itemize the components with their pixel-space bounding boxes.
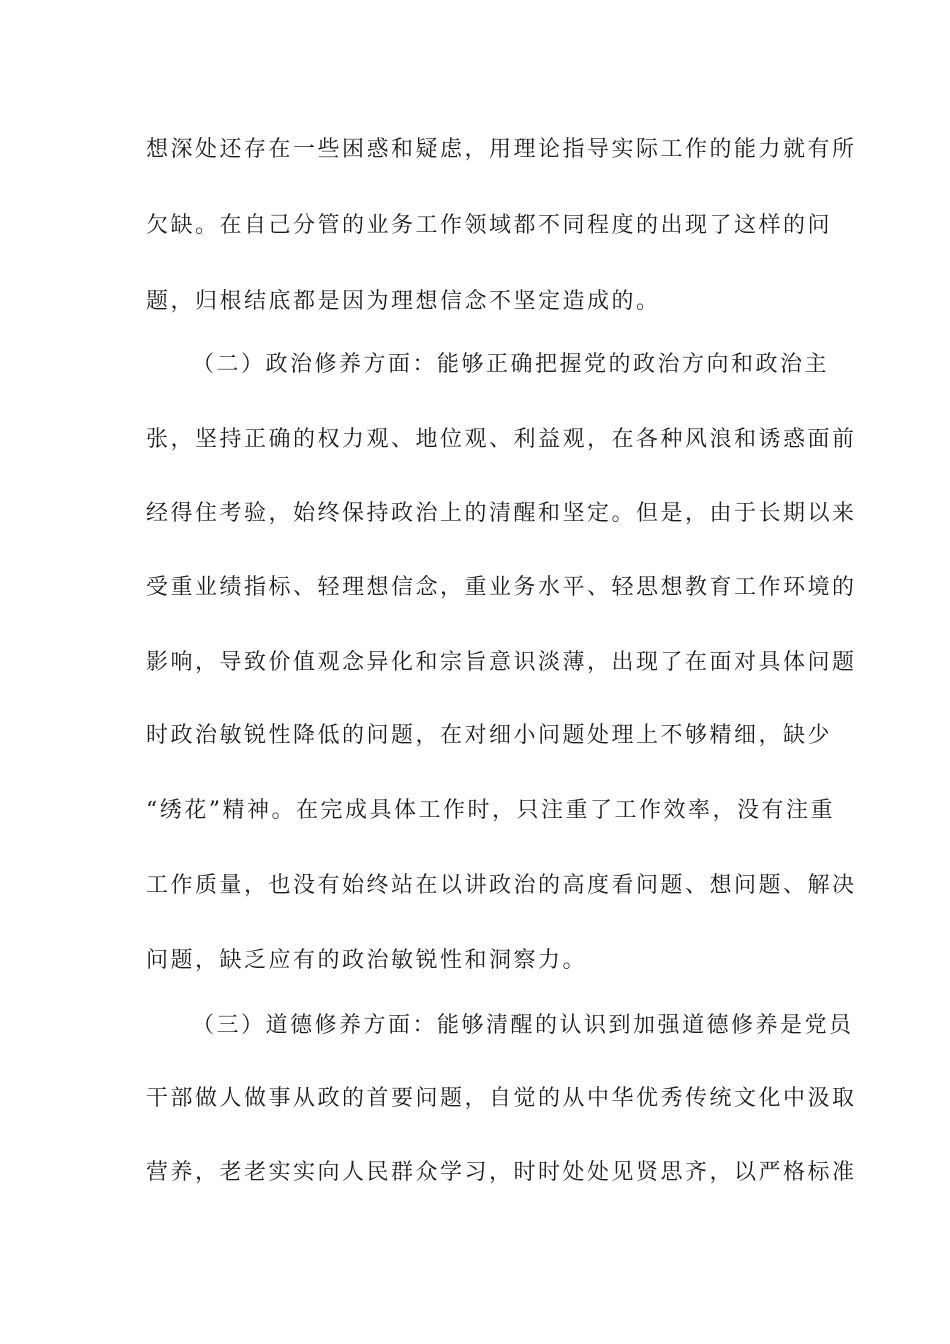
text-line-9: 时政治敏锐性降低的问题，在对细小问题处理上不够精细，缺少 <box>146 723 833 748</box>
text-line-11: 工作质量，也没有始终站在以讲政治的高度看问题、想问题、解决 <box>146 873 857 898</box>
text-line-15: 营养，老老实实向人民群众学习，时时处处见贤思齐，以严格标准 <box>146 1160 857 1185</box>
text-line-3: 题，归根结底都是因为理想信念不坚定造成的。 <box>146 289 661 314</box>
text-line-10: “绣花”精神。在完成具体工作时，只注重了工作效率，没有注重 <box>146 798 835 823</box>
section-two-heading-line: （二）政治修养方面：能够正确把握党的政治方向和政治主 <box>192 352 830 377</box>
section-three-heading-line: （三）道德修养方面：能够清醒的认识到加强道德修养是党员 <box>192 1013 854 1038</box>
text-line-14: 干部做人做事从政的首要问题，自觉的从中华优秀传统文化中汲取 <box>146 1086 857 1111</box>
text-line-12: 问题，缺乏应有的政治敏锐性和洞察力。 <box>146 948 588 973</box>
text-line-7: 受重业绩指标、轻理想信念，重业务水平、轻思想教育工作环境的 <box>146 575 857 600</box>
text-line-2: 欠缺。在自己分管的业务工作领域都不同程度的出现了这样的问 <box>146 213 833 238</box>
text-line-1: 想深处还存在一些困惑和疑虑，用理论指导实际工作的能力就有所 <box>146 137 857 162</box>
text-line-6: 经得住考验，始终保持政治上的清醒和坚定。但是，由于长期以来 <box>146 501 857 526</box>
text-line-5: 张，坚持正确的权力观、地位观、利益观，在各种风浪和诱惑面前 <box>146 427 857 452</box>
text-line-8: 影响，导致价值观念异化和宗旨意识淡薄，出现了在面对具体问题 <box>146 650 857 675</box>
